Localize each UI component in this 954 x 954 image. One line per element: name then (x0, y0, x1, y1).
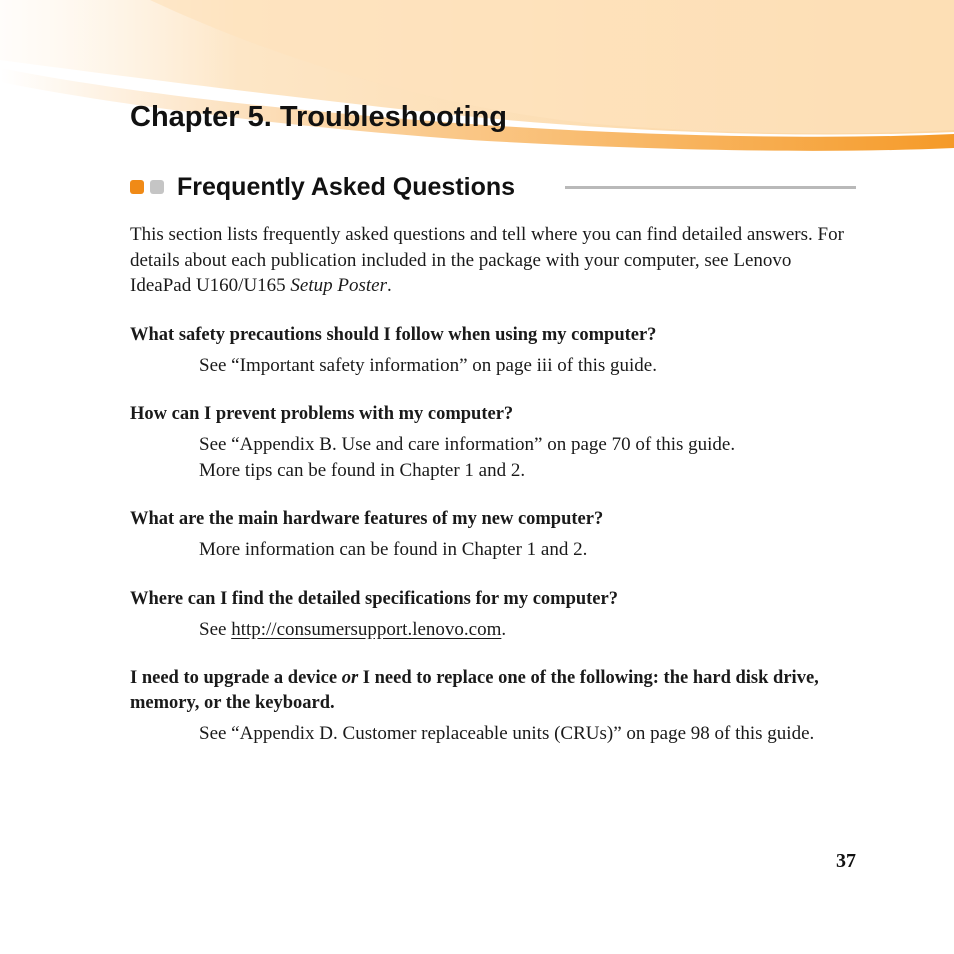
orange-square-icon (130, 180, 144, 194)
faq-answer: See “Appendix D. Customer replaceable units (CRUs)” on page 98 of this guide. (199, 723, 815, 744)
faq-question-part: I need to upgrade a device (130, 668, 342, 688)
faq-answer: See “Important safety information” on page iii of this guide. (199, 354, 657, 376)
faq-question: What are the main hardware features of my new computer? (130, 509, 604, 529)
faq-item (130, 402, 856, 483)
section-title: Frequently Asked Questions (177, 173, 516, 201)
section-divider (565, 186, 856, 189)
faq-question: Where can I find the detailed specifications for my computer? (130, 588, 618, 609)
intro-text: This section lists frequently asked questions and tell where you can find detailed answers. For details about each publication included in the package with your computer, see Lenovo IdeaPad U160/U165 (130, 224, 844, 296)
faq-answer (199, 432, 856, 483)
faq-answer: More information can be found in Chapter 1 and 2. (199, 539, 588, 560)
intro-publication-title: Setup Poster (290, 275, 387, 296)
faq-question (130, 666, 856, 716)
intro-paragraph (130, 222, 856, 299)
support-link[interactable]: http://consumersupport.lenovo.com (231, 618, 502, 640)
faq-question: What safety precautions should I follow when using my computer? (130, 324, 657, 345)
faq-answer (199, 617, 856, 643)
faq-question: How can I prevent problems with my computer? (130, 404, 514, 424)
faq-question-part: I need to replace one of the following: the hard disk drive, memory, or the keyboard. (130, 668, 819, 713)
faq-answer-prefix: See (199, 618, 232, 640)
page-number: 37 (836, 850, 856, 872)
faq-item (130, 587, 856, 643)
faq-answer-line: More tips can be found in Chapter 1 and 2. (199, 459, 526, 481)
faq-item (130, 666, 856, 747)
section-header (130, 168, 856, 206)
faq-item (130, 323, 856, 379)
faq-content (130, 222, 856, 747)
chapter-title: Chapter 5. Troubleshooting (130, 101, 508, 133)
faq-item (130, 507, 856, 563)
faq-answer-suffix: . (501, 618, 507, 640)
intro-period: . (387, 275, 392, 296)
faq-answer-line: See “Appendix B. Use and care information” on page 70 of this guide. (199, 434, 736, 455)
faq-question-emphasis: or (341, 668, 359, 688)
gray-square-icon (150, 180, 164, 194)
